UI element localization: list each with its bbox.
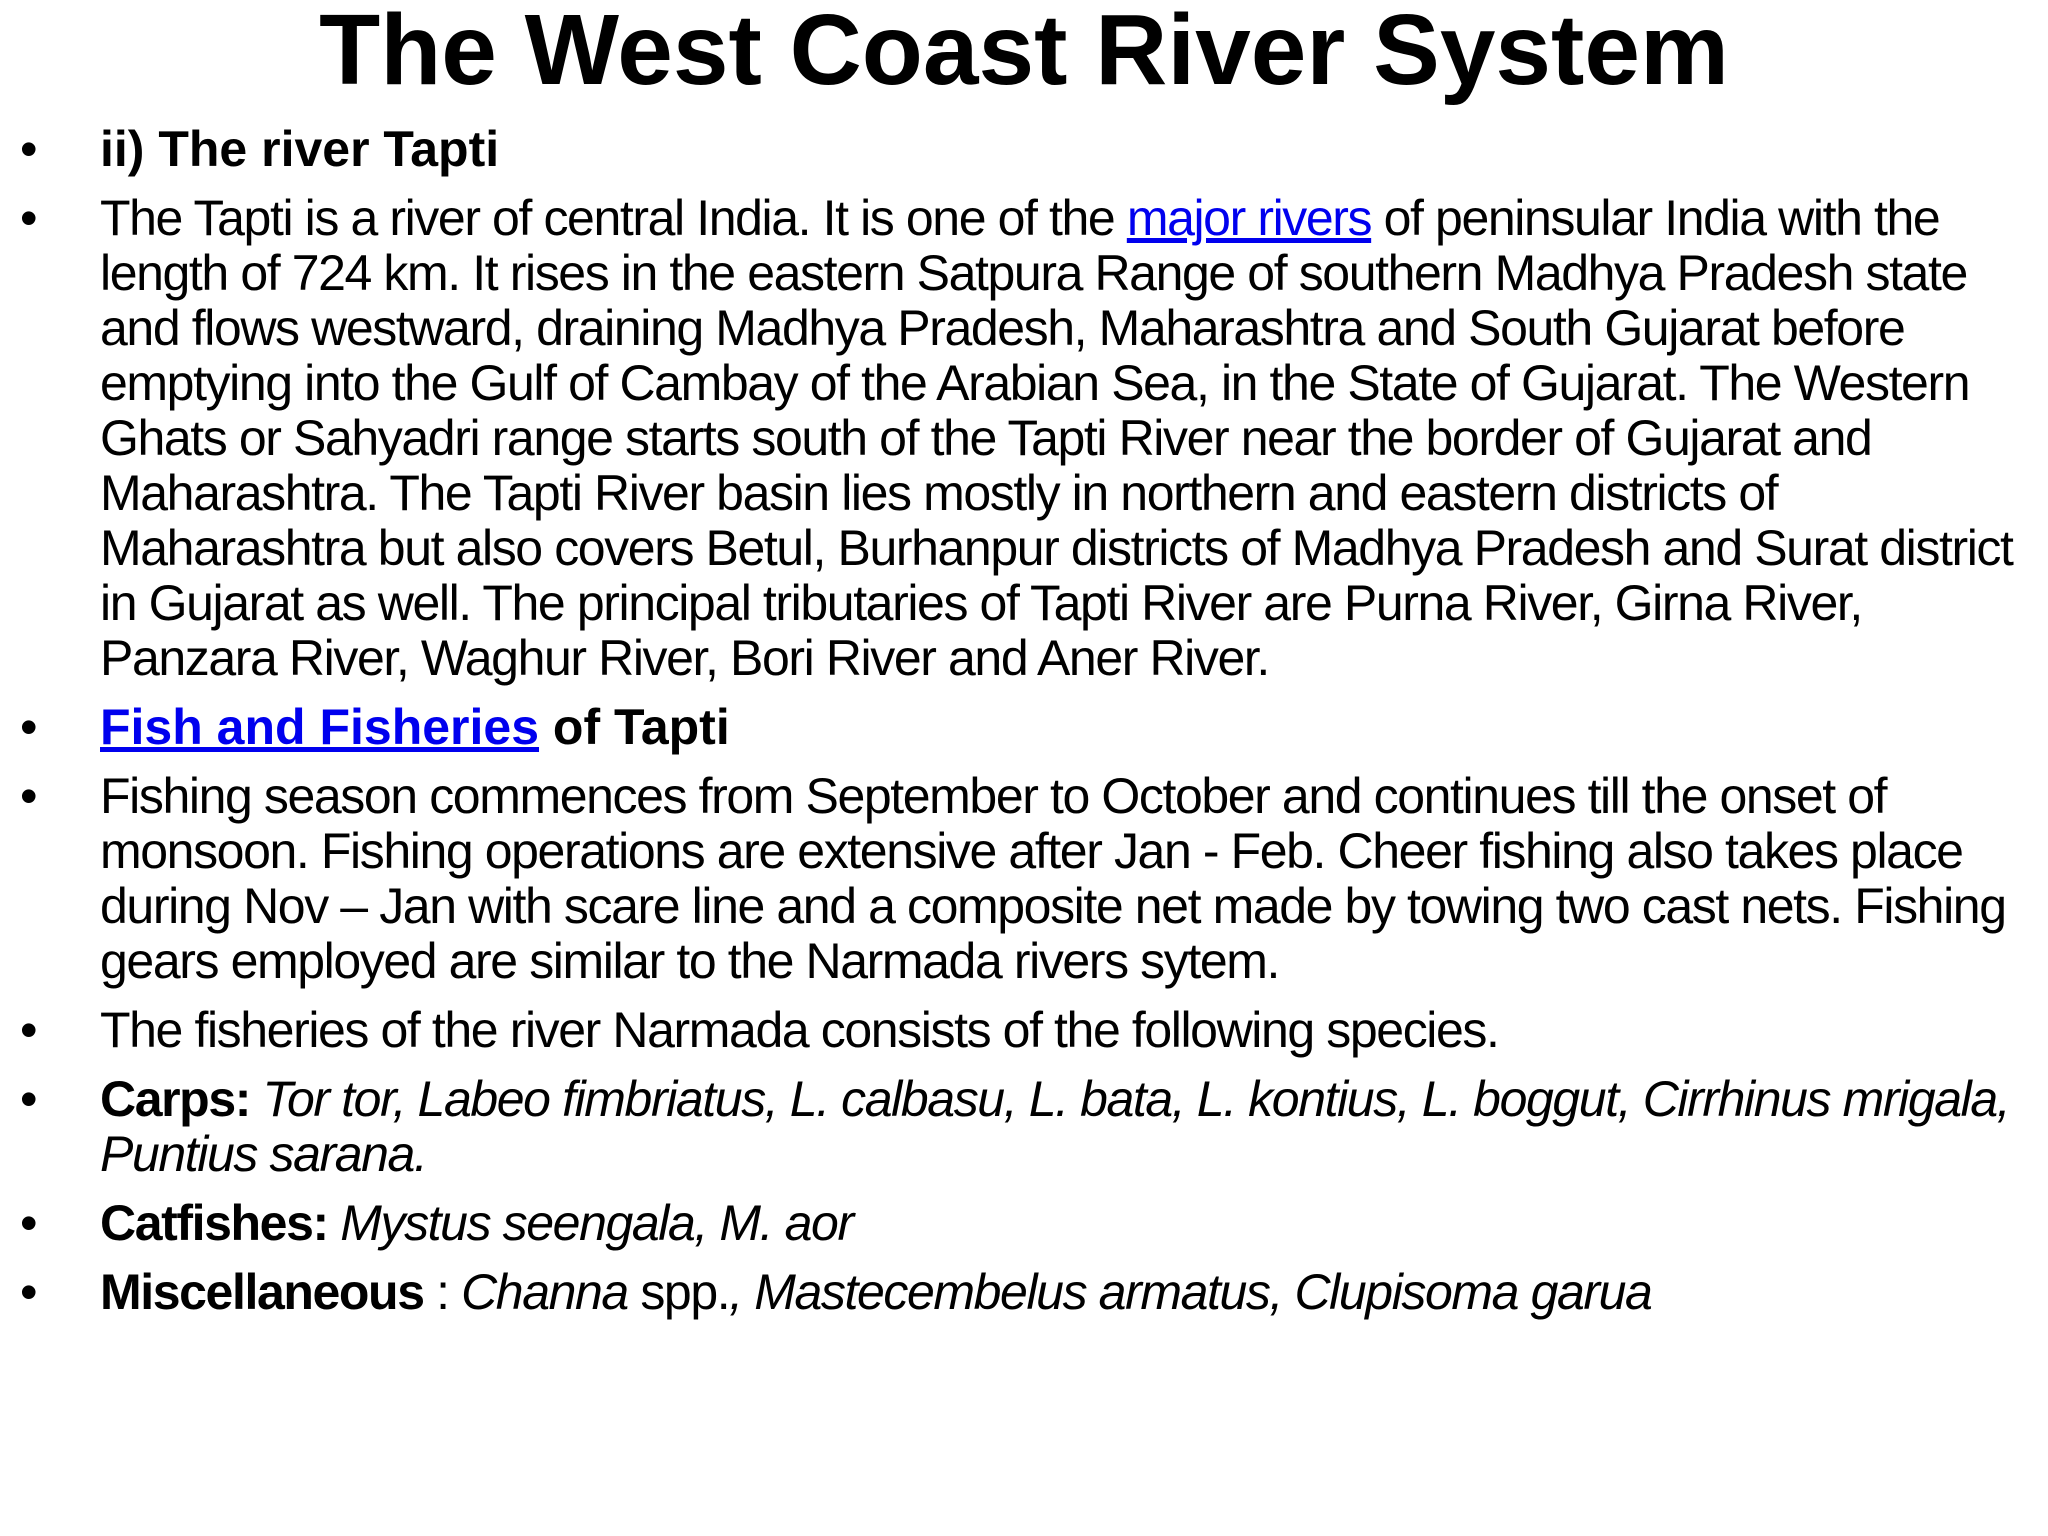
bullet-marker: • xyxy=(20,768,37,824)
bullet-marker: • xyxy=(20,1264,37,1320)
tapti-text-part-1: The Tapti is a river of central India. It is one of the xyxy=(100,190,1127,246)
miscellaneous-separator: : xyxy=(423,1264,462,1320)
major-rivers-link[interactable]: major rivers xyxy=(1126,190,1372,246)
bullet-marker: • xyxy=(20,699,38,755)
bullet-list xyxy=(0,122,2048,1334)
tapti-text-part-2: of peninsular India with the length of 724 km. It rises in the eastern Satpura Range of southern Madhya Pradesh state and flows westward, draining Madhya Pradesh, Maharashtra and South Gujarat before emptying into the Gulf of Cambay of the Arabian Sea, in the State of Gujarat. The Western Ghats or Sahyadri range starts south of the Tapti River near the border of Gujarat and Maharashtra. The Tapti River basin lies mostly in northern and eastern districts of Maharashtra but also covers Betul, Burhanpur districts of Madhya Pradesh and Surat district in Gujarat as well. The principal tributaries of Tapti River are Purna River, Girna River, Panzara River, Waghur River, Bori River and Aner River. xyxy=(100,190,2013,686)
section-heading-tapti: ii) The river Tapti xyxy=(100,121,500,177)
catfishes-species: Mystus seengala, M. aor xyxy=(327,1195,853,1251)
bullet-tapti-description xyxy=(0,191,2048,686)
miscellaneous-label: Miscellaneous xyxy=(100,1264,424,1320)
bullet-marker: • xyxy=(20,1071,37,1127)
bullet-catfishes xyxy=(0,1196,2048,1251)
bullet-fish-fisheries-heading xyxy=(0,700,2048,755)
bullet-river-tapti-heading xyxy=(0,122,2048,177)
slide-title: The West Coast River System xyxy=(319,0,1729,106)
fishing-season-text: Fishing season commences from September to October and continues till the onset of monsoon. Fishing operations are extensive after Jan - Feb. Cheer fishing also takes place during Nov – Jan with scare line and a composite net made by towing two cast nets. Fishing gears employed are similar to the Narmada rivers sytem. xyxy=(100,768,2006,989)
bullet-fishing-season xyxy=(0,769,2048,989)
bullet-marker: • xyxy=(20,121,38,177)
miscellaneous-species: , Mastecembelus armatus, Clupisoma garua xyxy=(729,1264,1652,1320)
species-intro-text: The fisheries of the river Narmada consists of the following species. xyxy=(100,1002,1499,1058)
fish-and-fisheries-link[interactable]: Fish and Fisheries xyxy=(100,699,540,755)
bullet-marker: • xyxy=(20,1195,37,1251)
carps-label: Carps: xyxy=(100,1071,250,1127)
fisheries-heading-suffix: of Tapti xyxy=(539,699,730,755)
miscellaneous-spp: spp. xyxy=(627,1264,730,1320)
catfishes-label: Catfishes: xyxy=(100,1195,328,1251)
bullet-fisheries-species-intro xyxy=(0,1003,2048,1058)
bullet-carps xyxy=(0,1072,2048,1182)
bullet-marker: • xyxy=(20,1002,37,1058)
bullet-marker: • xyxy=(20,190,37,246)
miscellaneous-genus: Channa xyxy=(461,1264,628,1320)
bullet-miscellaneous xyxy=(0,1265,2048,1320)
carps-species: Tor tor, Labeo fimbriatus, L. calbasu, L. bata, L. kontius, L. boggut, Cirrhinus mrigala, Puntius sarana. xyxy=(100,1071,2010,1182)
